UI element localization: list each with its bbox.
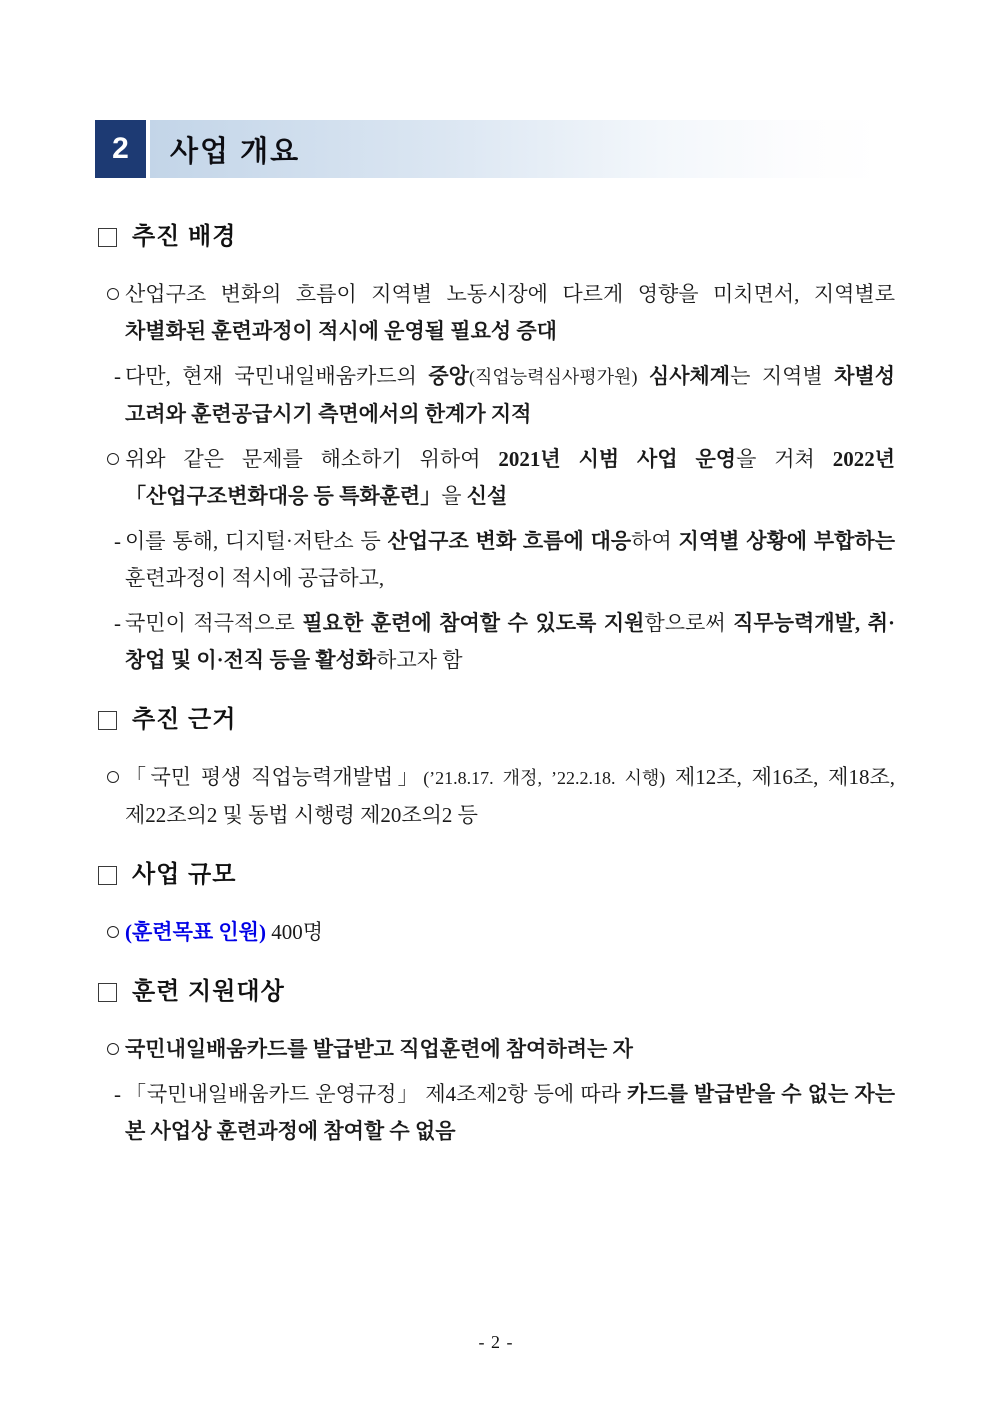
text-run: 차별성 고려와 훈련공급시기 측면에서의 한계가 지적: [125, 364, 895, 426]
bullet-item: [95, 1031, 895, 1068]
section-heading: [95, 705, 895, 735]
circle-bullet-icon: [107, 1043, 119, 1055]
text-run: 함으로써: [644, 611, 734, 635]
section-heading: [95, 977, 895, 1007]
page-title: 사업 개요: [150, 120, 880, 178]
text-run: 중앙: [428, 364, 469, 388]
text-run: 지역별 상황에 부합하는: [678, 529, 896, 553]
bullet-item: [95, 276, 895, 350]
document-body: [95, 222, 895, 1150]
bullet-item: [95, 1076, 895, 1150]
section-heading: [95, 222, 895, 252]
dash-bullet-icon: -: [114, 611, 121, 635]
circle-bullet-icon: [107, 288, 119, 300]
text-run: 하여: [631, 529, 679, 553]
text-run: (직업능력심사평가원): [468, 367, 638, 387]
bullet-item: [95, 441, 895, 515]
text-run: 는 지역별: [730, 364, 835, 388]
text-run: 제12조, 제16조, 제18조, 제22조의2 및 동법 시행령 제20조의2 등: [125, 765, 895, 827]
bullet-item: [95, 759, 895, 834]
section-heading-label: 사업 규모: [132, 861, 237, 888]
section-heading-label: 추진 배경: [132, 223, 237, 250]
text-run: 산업구조 변화 흐름에 대응: [387, 529, 632, 553]
text-run: 차별화된 훈련과정이 적시에 운영될 필요성 증대: [125, 319, 557, 343]
circle-bullet-icon: [107, 453, 119, 465]
text-run: 을 거쳐: [736, 447, 833, 471]
checkbox-icon: [98, 983, 117, 1002]
bullet-item: [95, 605, 895, 679]
section-title-bar: [95, 120, 880, 178]
text-run: 위와 같은 문제를 해소하기 위하여: [125, 447, 499, 471]
text-run: 2022년 「산업구조변화대응 등 특화훈련」: [125, 447, 895, 508]
section-heading-label: 훈련 지원대상: [132, 978, 285, 1005]
checkbox-icon: [98, 228, 117, 247]
text-run: 신설: [466, 484, 508, 508]
dash-bullet-icon: -: [114, 529, 121, 553]
circle-bullet-icon: [107, 926, 119, 938]
text-run: 심사체계: [648, 364, 731, 388]
dash-bullet-icon: -: [114, 364, 121, 388]
bullet-item: [95, 523, 895, 597]
checkbox-icon: [98, 711, 117, 730]
text-run: 국민이 적극적으로: [125, 611, 303, 635]
text-run: 국민내일배움카드를 발급받고 직업훈련에 참여하려는 자: [125, 1037, 633, 1061]
text-run: 「국민 평생 직업능력개발법」: [125, 765, 424, 789]
text-run: (’21.8.17. 개정, ’22.2.18. 시행): [423, 768, 666, 788]
bullet-item: [95, 358, 895, 433]
text-run: 을: [441, 484, 467, 508]
text-run: 다만, 현재 국민내일배움카드의: [125, 364, 429, 388]
text-run: 400명: [265, 920, 323, 944]
text-run: 카드를 발급받을 수 없는 자는 본 사업상 훈련과정에 참여할 수 없음: [125, 1082, 895, 1143]
text-run: 2021년 시범 사업 운영: [498, 447, 737, 471]
section-number-badge: 2: [95, 120, 146, 178]
checkbox-icon: [98, 866, 117, 885]
page-number: - 2 -: [478, 1332, 514, 1352]
text-run: 「국민내일배움카드 운영규정」 제4조제2항 등에 따라: [125, 1082, 628, 1106]
dash-bullet-icon: -: [114, 1082, 121, 1106]
text-run: 직무능력개발, 취·창업 및 이·전직 등을 활성화: [125, 611, 895, 672]
section-heading: [95, 860, 895, 890]
text-run: [637, 364, 648, 388]
text-run: 훈련과정이 적시에 공급하고,: [125, 566, 385, 590]
bullet-item: [95, 914, 895, 951]
section-heading-label: 추진 근거: [132, 706, 237, 733]
circle-bullet-icon: [107, 771, 119, 783]
text-run: 산업구조 변화의 흐름이 지역별 노동시장에 다르게 영향을 미치면서, 지역별로: [125, 282, 895, 306]
text-run: 필요한 훈련에 참여할 수 있도록 지원: [302, 611, 645, 635]
text-run: 이를 통해, 디지털·저탄소 등: [125, 529, 388, 553]
text-run: (훈련목표 인원): [125, 920, 266, 944]
text-run: 하고자 함: [376, 648, 463, 672]
